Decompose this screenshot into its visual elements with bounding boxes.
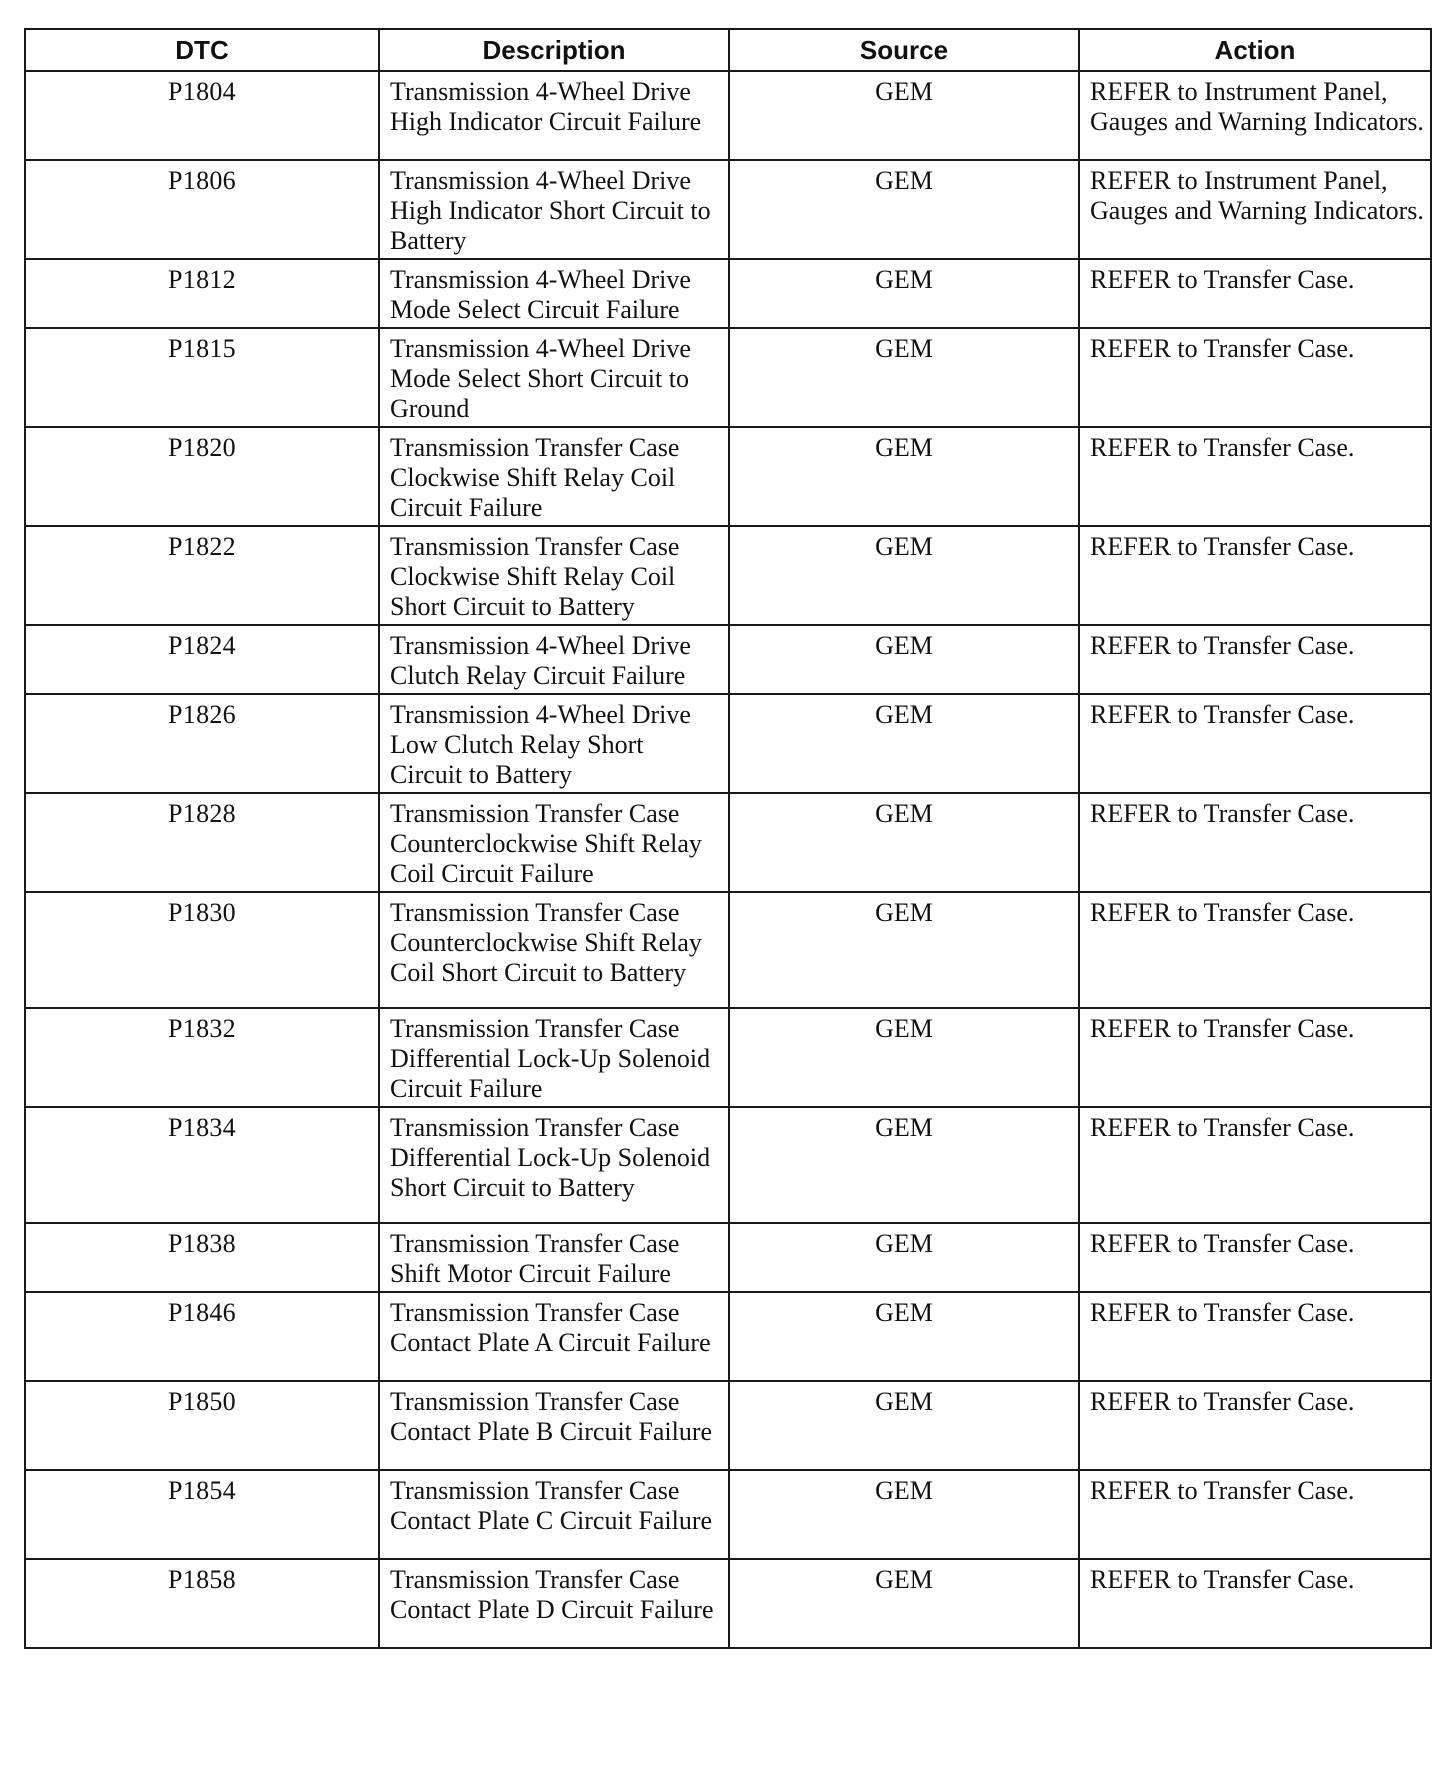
- dtc-code: P1804: [25, 71, 379, 160]
- action-prefix: REFER to: [1090, 1387, 1198, 1416]
- dtc-description: Transmission 4-Wheel Drive High Indicator Short Circuit to Battery: [379, 160, 729, 259]
- table-row: [25, 259, 1431, 328]
- action-prefix: REFER to: [1090, 532, 1198, 561]
- dtc-source: GEM: [729, 1470, 1079, 1559]
- table-row: [25, 1559, 1431, 1648]
- table-row: [25, 793, 1431, 892]
- action-reference: Transfer Case.: [1203, 1565, 1355, 1594]
- table-row: [25, 328, 1431, 427]
- table-row: [25, 1008, 1431, 1107]
- dtc-description: Transmission Transfer Case Contact Plate B Circuit Failure: [379, 1381, 729, 1470]
- dtc-source: GEM: [729, 1381, 1079, 1470]
- action-reference: Transfer Case.: [1203, 631, 1355, 660]
- dtc-code: P1850: [25, 1381, 379, 1470]
- dtc-action: [1079, 892, 1431, 1008]
- table-body: [25, 71, 1431, 1648]
- dtc-code: P1858: [25, 1559, 379, 1648]
- dtc-code: P1806: [25, 160, 379, 259]
- action-prefix: REFER to: [1090, 631, 1198, 660]
- action-prefix: REFER to: [1090, 1565, 1198, 1594]
- dtc-action: [1079, 1008, 1431, 1107]
- header-source: Source: [729, 29, 1079, 71]
- dtc-action: [1079, 526, 1431, 625]
- dtc-code: P1815: [25, 328, 379, 427]
- action-reference: Transfer Case.: [1203, 433, 1355, 462]
- dtc-table-container: [24, 28, 1430, 1649]
- action-prefix: REFER to: [1090, 77, 1198, 106]
- dtc-code: P1820: [25, 427, 379, 526]
- action-reference: Transfer Case.: [1203, 700, 1355, 729]
- dtc-action: [1079, 694, 1431, 793]
- dtc-code: P1834: [25, 1107, 379, 1223]
- table-row: [25, 427, 1431, 526]
- action-reference: Transfer Case.: [1203, 1476, 1355, 1505]
- action-reference: Transfer Case.: [1203, 898, 1355, 927]
- action-prefix: REFER to: [1090, 1014, 1198, 1043]
- dtc-action: [1079, 1470, 1431, 1559]
- dtc-source: GEM: [729, 892, 1079, 1008]
- action-prefix: REFER to: [1090, 334, 1198, 363]
- dtc-code: P1846: [25, 1292, 379, 1381]
- dtc-source: GEM: [729, 1223, 1079, 1292]
- dtc-table: [24, 28, 1432, 1649]
- dtc-code: P1830: [25, 892, 379, 1008]
- action-reference: Transfer Case.: [1203, 799, 1355, 828]
- dtc-description: Transmission Transfer Case Contact Plate D Circuit Failure: [379, 1559, 729, 1648]
- dtc-action: [1079, 1107, 1431, 1223]
- dtc-source: GEM: [729, 793, 1079, 892]
- dtc-description: Transmission Transfer Case Clockwise Shift Relay Coil Short Circuit to Battery: [379, 526, 729, 625]
- action-prefix: REFER to: [1090, 1113, 1198, 1142]
- action-prefix: REFER to: [1090, 265, 1198, 294]
- dtc-description: Transmission Transfer Case Shift Motor Circuit Failure: [379, 1223, 729, 1292]
- dtc-code: P1824: [25, 625, 379, 694]
- dtc-action: [1079, 1292, 1431, 1381]
- dtc-source: GEM: [729, 1008, 1079, 1107]
- header-action: Action: [1079, 29, 1431, 71]
- dtc-description: Transmission Transfer Case Differential Lock-Up Solenoid Short Circuit to Battery: [379, 1107, 729, 1223]
- action-reference: Transfer Case.: [1203, 532, 1355, 561]
- action-prefix: REFER to: [1090, 166, 1198, 195]
- action-reference: Transfer Case.: [1203, 1113, 1355, 1142]
- table-row: [25, 1292, 1431, 1381]
- dtc-action: [1079, 259, 1431, 328]
- dtc-source: GEM: [729, 694, 1079, 793]
- dtc-action: [1079, 71, 1431, 160]
- dtc-description: Transmission 4-Wheel Drive Mode Select Circuit Failure: [379, 259, 729, 328]
- dtc-source: GEM: [729, 427, 1079, 526]
- dtc-description: Transmission 4-Wheel Drive High Indicator Circuit Failure: [379, 71, 729, 160]
- dtc-code: P1826: [25, 694, 379, 793]
- table-row: [25, 892, 1431, 1008]
- dtc-action: [1079, 328, 1431, 427]
- dtc-description: Transmission Transfer Case Contact Plate A Circuit Failure: [379, 1292, 729, 1381]
- dtc-code: P1828: [25, 793, 379, 892]
- action-prefix: REFER to: [1090, 1476, 1198, 1505]
- dtc-action: [1079, 160, 1431, 259]
- dtc-action: [1079, 1559, 1431, 1648]
- dtc-description: Transmission 4-Wheel Drive Clutch Relay Circuit Failure: [379, 625, 729, 694]
- action-prefix: REFER to: [1090, 433, 1198, 462]
- dtc-description: Transmission 4-Wheel Drive Mode Select Short Circuit to Ground: [379, 328, 729, 427]
- dtc-source: GEM: [729, 625, 1079, 694]
- dtc-description: Transmission Transfer Case Differential Lock-Up Solenoid Circuit Failure: [379, 1008, 729, 1107]
- action-reference: Instrument Panel, Gauges and Warning Indicators.: [1090, 166, 1424, 225]
- action-reference: Instrument Panel, Gauges and Warning Indicators.: [1090, 77, 1424, 136]
- dtc-action: [1079, 1381, 1431, 1470]
- dtc-description: Transmission Transfer Case Clockwise Shift Relay Coil Circuit Failure: [379, 427, 729, 526]
- table-row: [25, 1107, 1431, 1223]
- dtc-source: GEM: [729, 71, 1079, 160]
- header-dtc: DTC: [25, 29, 379, 71]
- table-row: [25, 625, 1431, 694]
- action-prefix: REFER to: [1090, 898, 1198, 927]
- dtc-action: [1079, 427, 1431, 526]
- dtc-source: GEM: [729, 526, 1079, 625]
- dtc-action: [1079, 793, 1431, 892]
- action-reference: Transfer Case.: [1203, 265, 1355, 294]
- table-header-row: [25, 29, 1431, 71]
- action-prefix: REFER to: [1090, 799, 1198, 828]
- dtc-description: Transmission Transfer Case Counterclockwise Shift Relay Coil Short Circuit to Battery: [379, 892, 729, 1008]
- dtc-source: GEM: [729, 328, 1079, 427]
- table-row: [25, 1470, 1431, 1559]
- dtc-code: P1812: [25, 259, 379, 328]
- action-prefix: REFER to: [1090, 1229, 1198, 1258]
- header-description: Description: [379, 29, 729, 71]
- table-row: [25, 526, 1431, 625]
- table-row: [25, 71, 1431, 160]
- action-reference: Transfer Case.: [1203, 1229, 1355, 1258]
- table-row: [25, 1223, 1431, 1292]
- dtc-source: GEM: [729, 259, 1079, 328]
- dtc-source: GEM: [729, 1292, 1079, 1381]
- dtc-description: Transmission 4-Wheel Drive Low Clutch Relay Short Circuit to Battery: [379, 694, 729, 793]
- dtc-source: GEM: [729, 1559, 1079, 1648]
- dtc-source: GEM: [729, 1107, 1079, 1223]
- table-row: [25, 694, 1431, 793]
- action-reference: Transfer Case.: [1203, 1298, 1355, 1327]
- action-reference: Transfer Case.: [1203, 1387, 1355, 1416]
- dtc-action: [1079, 1223, 1431, 1292]
- action-reference: Transfer Case.: [1203, 1014, 1355, 1043]
- dtc-code: P1854: [25, 1470, 379, 1559]
- action-prefix: REFER to: [1090, 1298, 1198, 1327]
- action-prefix: REFER to: [1090, 700, 1198, 729]
- table-row: [25, 1381, 1431, 1470]
- dtc-description: Transmission Transfer Case Contact Plate C Circuit Failure: [379, 1470, 729, 1559]
- action-reference: Transfer Case.: [1203, 334, 1355, 363]
- dtc-code: P1822: [25, 526, 379, 625]
- dtc-description: Transmission Transfer Case Counterclockwise Shift Relay Coil Circuit Failure: [379, 793, 729, 892]
- dtc-action: [1079, 625, 1431, 694]
- dtc-code: P1832: [25, 1008, 379, 1107]
- table-row: [25, 160, 1431, 259]
- dtc-code: P1838: [25, 1223, 379, 1292]
- dtc-source: GEM: [729, 160, 1079, 259]
